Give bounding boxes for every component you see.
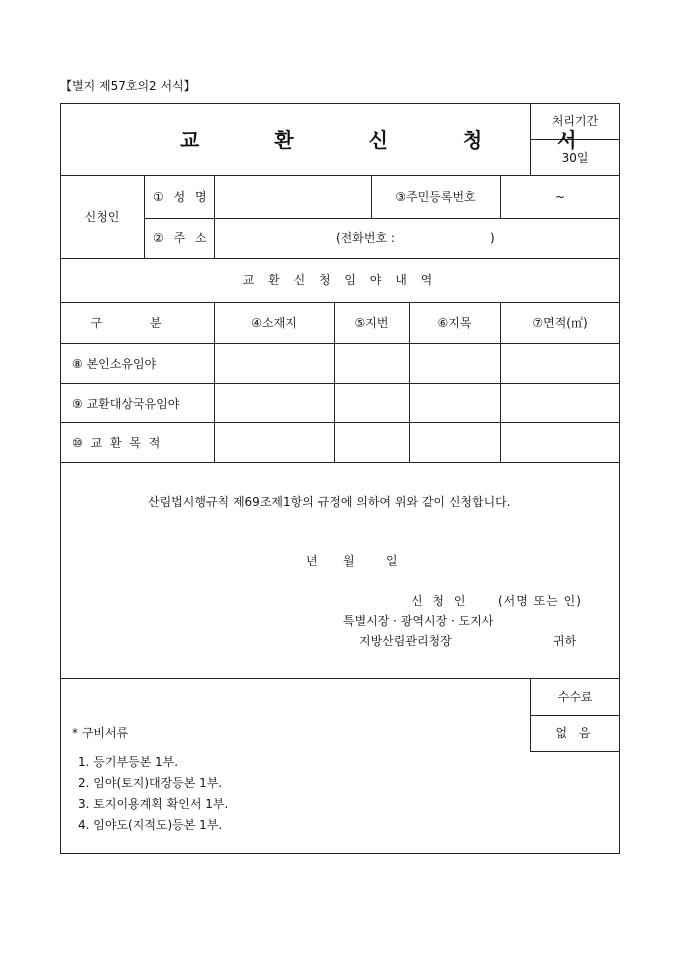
land-type-header: ⑥지목 [437, 316, 472, 330]
document-item: 2. 임야(토지)대장등본 1부. [78, 776, 223, 790]
lot-number-header: ⑤지번 [354, 316, 389, 330]
fee-label: 수수료 [557, 690, 593, 704]
document-item: 1. 등기부등본 1부. [78, 755, 179, 769]
fee-value: 없 음 [555, 726, 595, 740]
recipient-line-2: 지방산림관리청장 [359, 634, 452, 648]
applicant-section-label: 신청인 [84, 210, 120, 224]
name-field[interactable] [215, 176, 371, 218]
divider [60, 258, 620, 259]
date-day: 일 [386, 554, 398, 568]
document-item: 4. 임야도(지적도)등본 1부. [78, 818, 223, 832]
processing-period-label: 처리기간 [551, 114, 599, 128]
divider [60, 678, 620, 679]
documents-heading: * 구비서류 [72, 726, 129, 740]
row-own-forest: ⑧ 본인소유임야 [72, 357, 157, 371]
category-header: 구 분 [90, 316, 184, 330]
location-header: ④소재지 [251, 316, 297, 330]
divider [144, 218, 620, 219]
resident-id-label: ③주민등록번호 [395, 190, 476, 204]
form-title: 교 환 신 청 서 [180, 128, 611, 152]
applicant-sign-label: 신 청 인 [411, 594, 469, 608]
address-label: ② 주 소 [153, 231, 210, 245]
date-month: 월 [343, 554, 355, 568]
processing-period-value: 30일 [561, 151, 589, 165]
divider [60, 302, 620, 303]
divider [60, 383, 620, 384]
divider [60, 343, 620, 344]
phone-open: (전화번호 : [336, 231, 395, 245]
phone-close: ) [490, 231, 495, 245]
form-label: 【별지 제57호의2 서식】 [60, 79, 196, 93]
statement-text: 산림법시행규칙 제69조제1항의 규정에 의하여 위와 같이 신청합니다. [148, 495, 511, 509]
sign-note: (서명 또는 인) [498, 594, 582, 608]
divider [60, 422, 620, 423]
row-exchange-purpose: ⑩ 교 환 목 적 [72, 436, 163, 450]
document-item: 3. 토지이용계획 확인서 1부. [78, 797, 229, 811]
divider [60, 462, 620, 463]
resident-id-field[interactable]: ~ [554, 190, 566, 204]
divider [530, 751, 620, 752]
name-label: ① 성 명 [153, 190, 210, 204]
honorific: 귀하 [553, 634, 577, 648]
date-year: 년 [306, 554, 318, 568]
forest-section-heading: 교 환 신 청 임 야 내 역 [242, 273, 438, 287]
row-state-forest: ⑨ 교환대상국유임야 [72, 397, 180, 411]
recipient-line-1: 특별시장 · 광역시장 · 도지사 [343, 614, 494, 628]
divider [144, 175, 145, 258]
divider [530, 715, 620, 716]
area-header: ⑦면적(㎡) [532, 316, 588, 330]
